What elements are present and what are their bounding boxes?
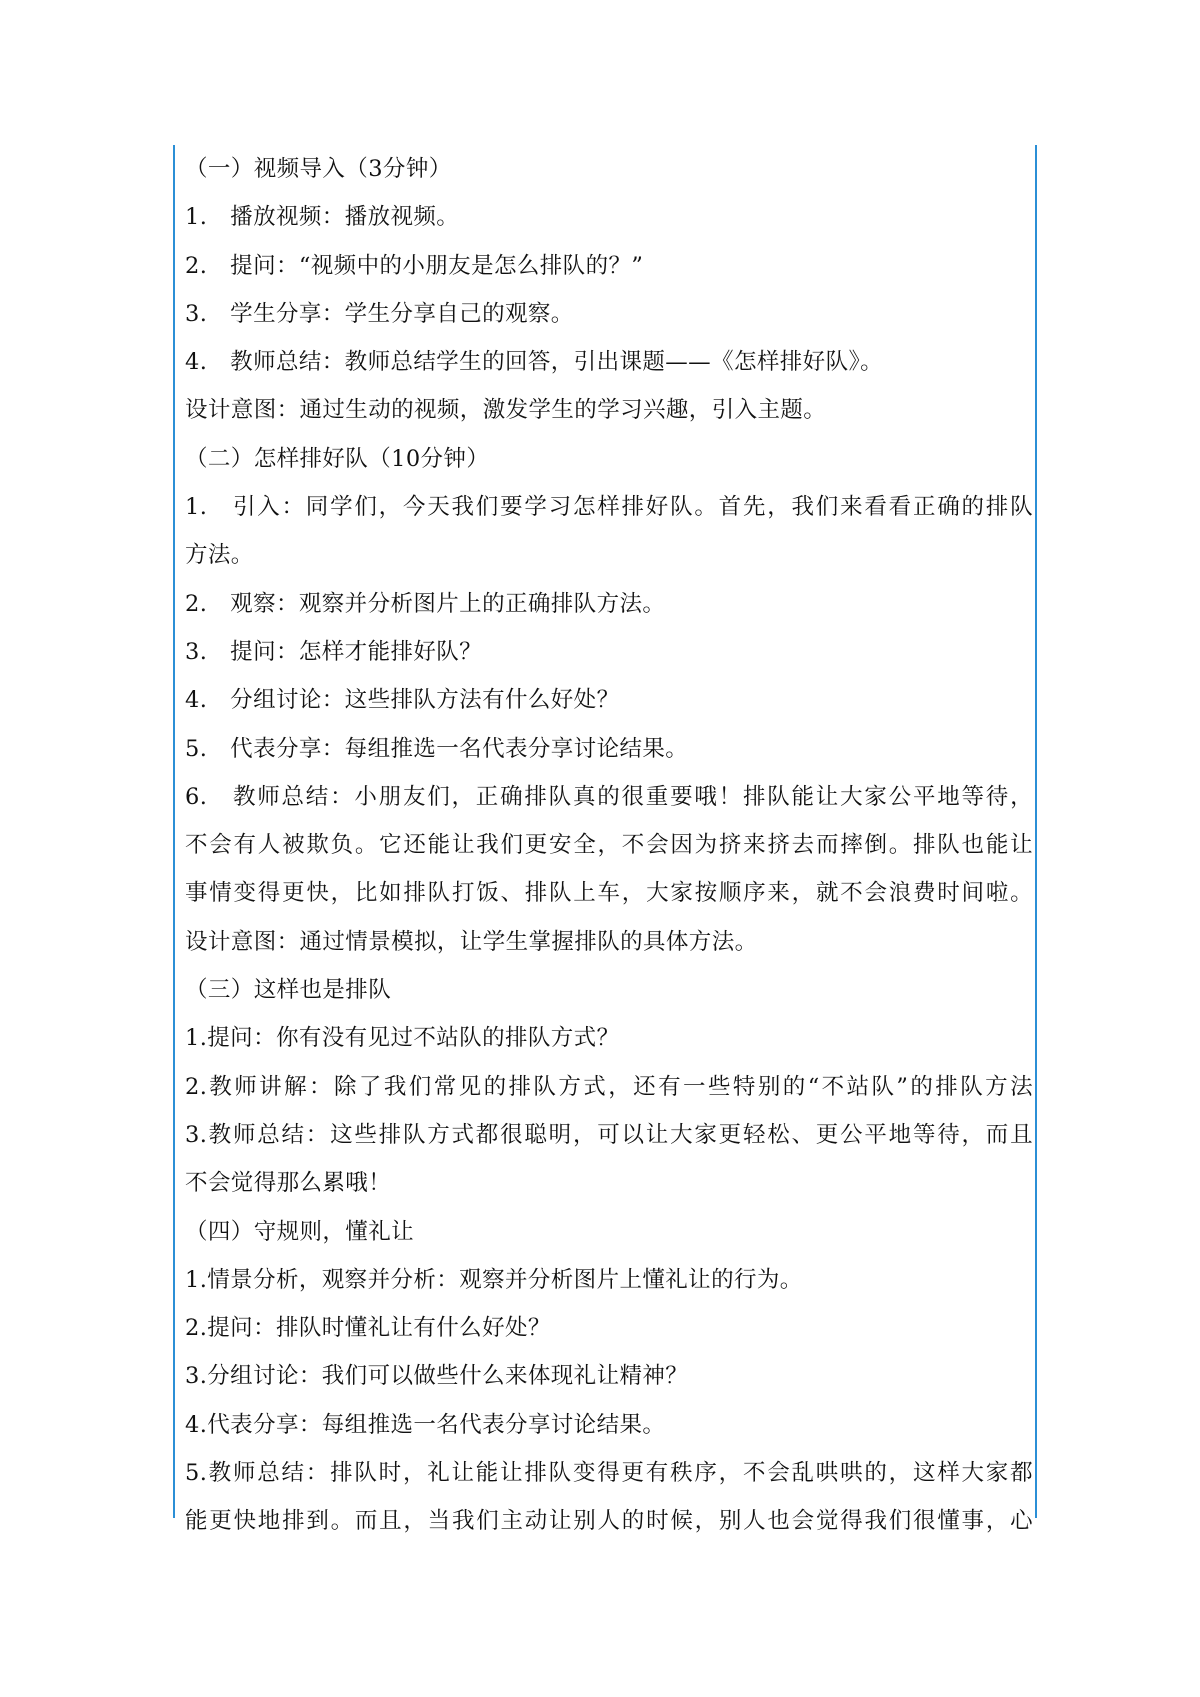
step-line: 1. 播放视频：播放视频。 bbox=[185, 204, 460, 231]
step-line-continuation: 事情变得更快，比如排队打饭、排队上车，大家按顺序来，就不会浪费时间啦。 bbox=[185, 880, 1033, 907]
step-line: 5.教师总结：排队时，礼让能让排队变得更有秩序，不会乱哄哄的，这样大家都 bbox=[185, 1460, 1033, 1487]
step-line: 6. 教师总结：小朋友们，正确排队真的很重要哦！排队能让大家公平地等待， bbox=[185, 783, 1033, 810]
step-line: 5. 代表分享：每组推选一名代表分享讨论结果。 bbox=[185, 735, 689, 762]
step-line: 3. 提问：怎样才能排好队？ bbox=[185, 638, 483, 665]
step-line: 4. 教师总结：教师总结学生的回答，引出课题——《怎样排好队》。 bbox=[185, 349, 884, 376]
lesson-table-cell bbox=[173, 145, 1037, 1535]
section-heading-rules-courtesy: （四）守规则，懂礼让 bbox=[185, 1218, 415, 1245]
step-line: 1.提问：你有没有见过不站队的排队方式？ bbox=[185, 1025, 620, 1052]
step-line: 2.提问：排队时懂礼让有什么好处？ bbox=[185, 1315, 551, 1342]
step-line: 3.教师总结：这些排队方式都很聪明，可以让大家更轻松、更公平地等待，而且 bbox=[185, 1121, 1033, 1148]
step-line: 4.代表分享：每组推选一名代表分享讨论结果。 bbox=[185, 1411, 666, 1438]
design-intent-line: 设计意图：通过生动的视频，激发学生的学习兴趣，引入主题。 bbox=[185, 397, 827, 424]
step-line: 3.分组讨论：我们可以做些什么来体现礼让精神？ bbox=[185, 1363, 689, 1390]
step-line: 3. 学生分享：学生分享自己的观察。 bbox=[185, 300, 574, 327]
section-heading-video-intro: （一）视频导入（3分钟） bbox=[185, 156, 452, 182]
step-line: 4. 分组讨论：这些排队方法有什么好处？ bbox=[185, 687, 620, 714]
section-heading-also-queuing: （三）这样也是排队 bbox=[185, 977, 392, 1004]
lesson-content bbox=[185, 145, 1033, 1546]
design-intent-line: 设计意图：通过情景模拟，让学生掌握排队的具体方法。 bbox=[185, 928, 758, 955]
step-line: 2. 观察：观察并分析图片上的正确排队方法。 bbox=[185, 590, 666, 617]
step-line: 2. 提问：“视频中的小朋友是怎么排队的？” bbox=[185, 252, 644, 279]
section-heading-how-to-queue: （二）怎样排好队（10分钟） bbox=[185, 445, 490, 472]
step-line-continuation: 不会觉得那么累哦！ bbox=[185, 1170, 392, 1197]
step-line-continuation: 方法。 bbox=[185, 542, 254, 569]
step-line: 2.教师讲解：除了我们常见的排队方式，还有一些特别的“不站队”的排队方法 bbox=[185, 1073, 1033, 1100]
step-line: 1. 引入：同学们，今天我们要学习怎样排好队。首先，我们来看看正确的排队 bbox=[185, 494, 1033, 521]
step-line-continuation: 能更快地排到。而且，当我们主动让别人的时候，别人也会觉得我们很懂事，心 bbox=[185, 1508, 1033, 1535]
step-line-continuation: 不会有人被欺负。它还能让我们更安全，不会因为挤来挤去而摔倒。排队也能让 bbox=[185, 832, 1033, 859]
step-line: 1.情景分析，观察并分析：观察并分析图片上懂礼让的行为。 bbox=[185, 1266, 803, 1293]
